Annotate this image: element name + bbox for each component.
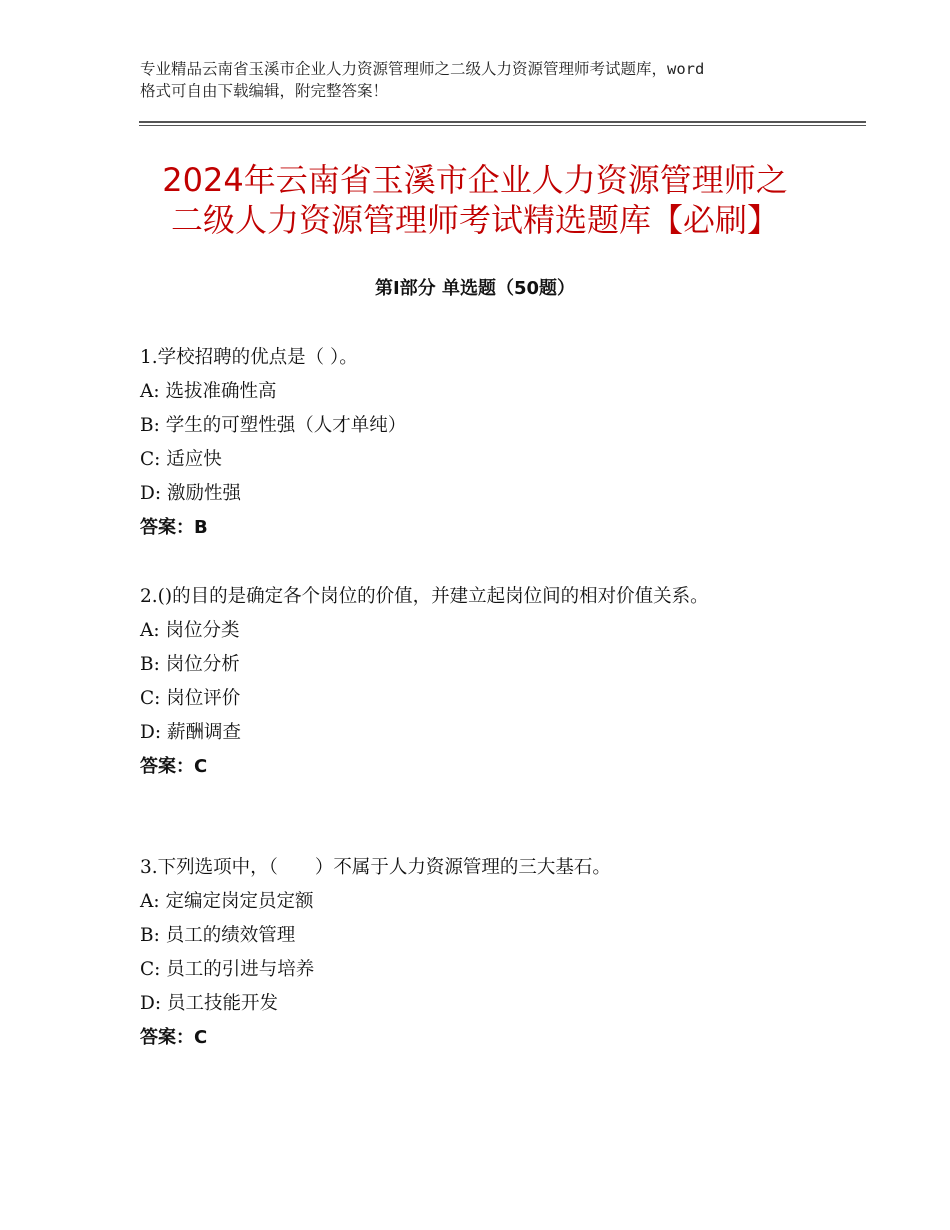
option-a: A: 岗位分类 xyxy=(140,620,240,641)
header-note xyxy=(140,58,820,102)
document-title-line-2: 二级人力资源管理师考试精选题库【必刷】 xyxy=(170,201,779,239)
document-title-line-1: 2024年云南省玉溪市企业人力资源管理师之 xyxy=(162,161,788,199)
question-3 xyxy=(140,851,800,1055)
option-b: B: 岗位分析 xyxy=(140,654,240,675)
option-c: C: 岗位评价 xyxy=(140,688,241,709)
option-d: D: 薪酬调查 xyxy=(140,722,241,743)
header-divider-thin xyxy=(139,125,866,126)
option-b: B: 员工的绩效管理 xyxy=(140,925,296,946)
answer: 答案：C xyxy=(140,1027,208,1048)
question-stem: 3.下列选项中，（ ）不属于人力资源管理的三大基石。 xyxy=(140,857,611,878)
header-divider-thick xyxy=(139,121,866,123)
section-title: 第Ⅰ部分 单选题（50题） xyxy=(374,278,575,299)
option-a: A: 选拔准确性高 xyxy=(140,381,277,402)
option-c: C: 适应快 xyxy=(140,449,222,470)
option-a: A: 定编定岗定员定额 xyxy=(140,891,314,912)
option-c: C: 员工的引进与培养 xyxy=(140,959,315,980)
header-note-line-2: 格式可自由下载编辑，附完整答案！ xyxy=(140,82,389,100)
answer: 答案：C xyxy=(140,756,208,777)
answer: 答案：B xyxy=(140,517,208,538)
question-stem: 2.()的目的是确定各个岗位的价值，并建立起岗位间的相对价值关系。 xyxy=(140,586,709,607)
question-2 xyxy=(140,580,800,784)
header-note-line-1: 专业精品云南省玉溪市企业人力资源管理师之二级人力资源管理师考试题库，word xyxy=(140,60,705,78)
option-b: B: 学生的可塑性强（人才单纯） xyxy=(140,415,407,436)
question-1 xyxy=(140,341,800,545)
question-stem: 1.学校招聘的优点是（ ）。 xyxy=(140,347,358,368)
option-d: D: 员工技能开发 xyxy=(140,993,278,1014)
option-d: D: 激励性强 xyxy=(140,483,241,504)
document-title xyxy=(100,160,850,240)
